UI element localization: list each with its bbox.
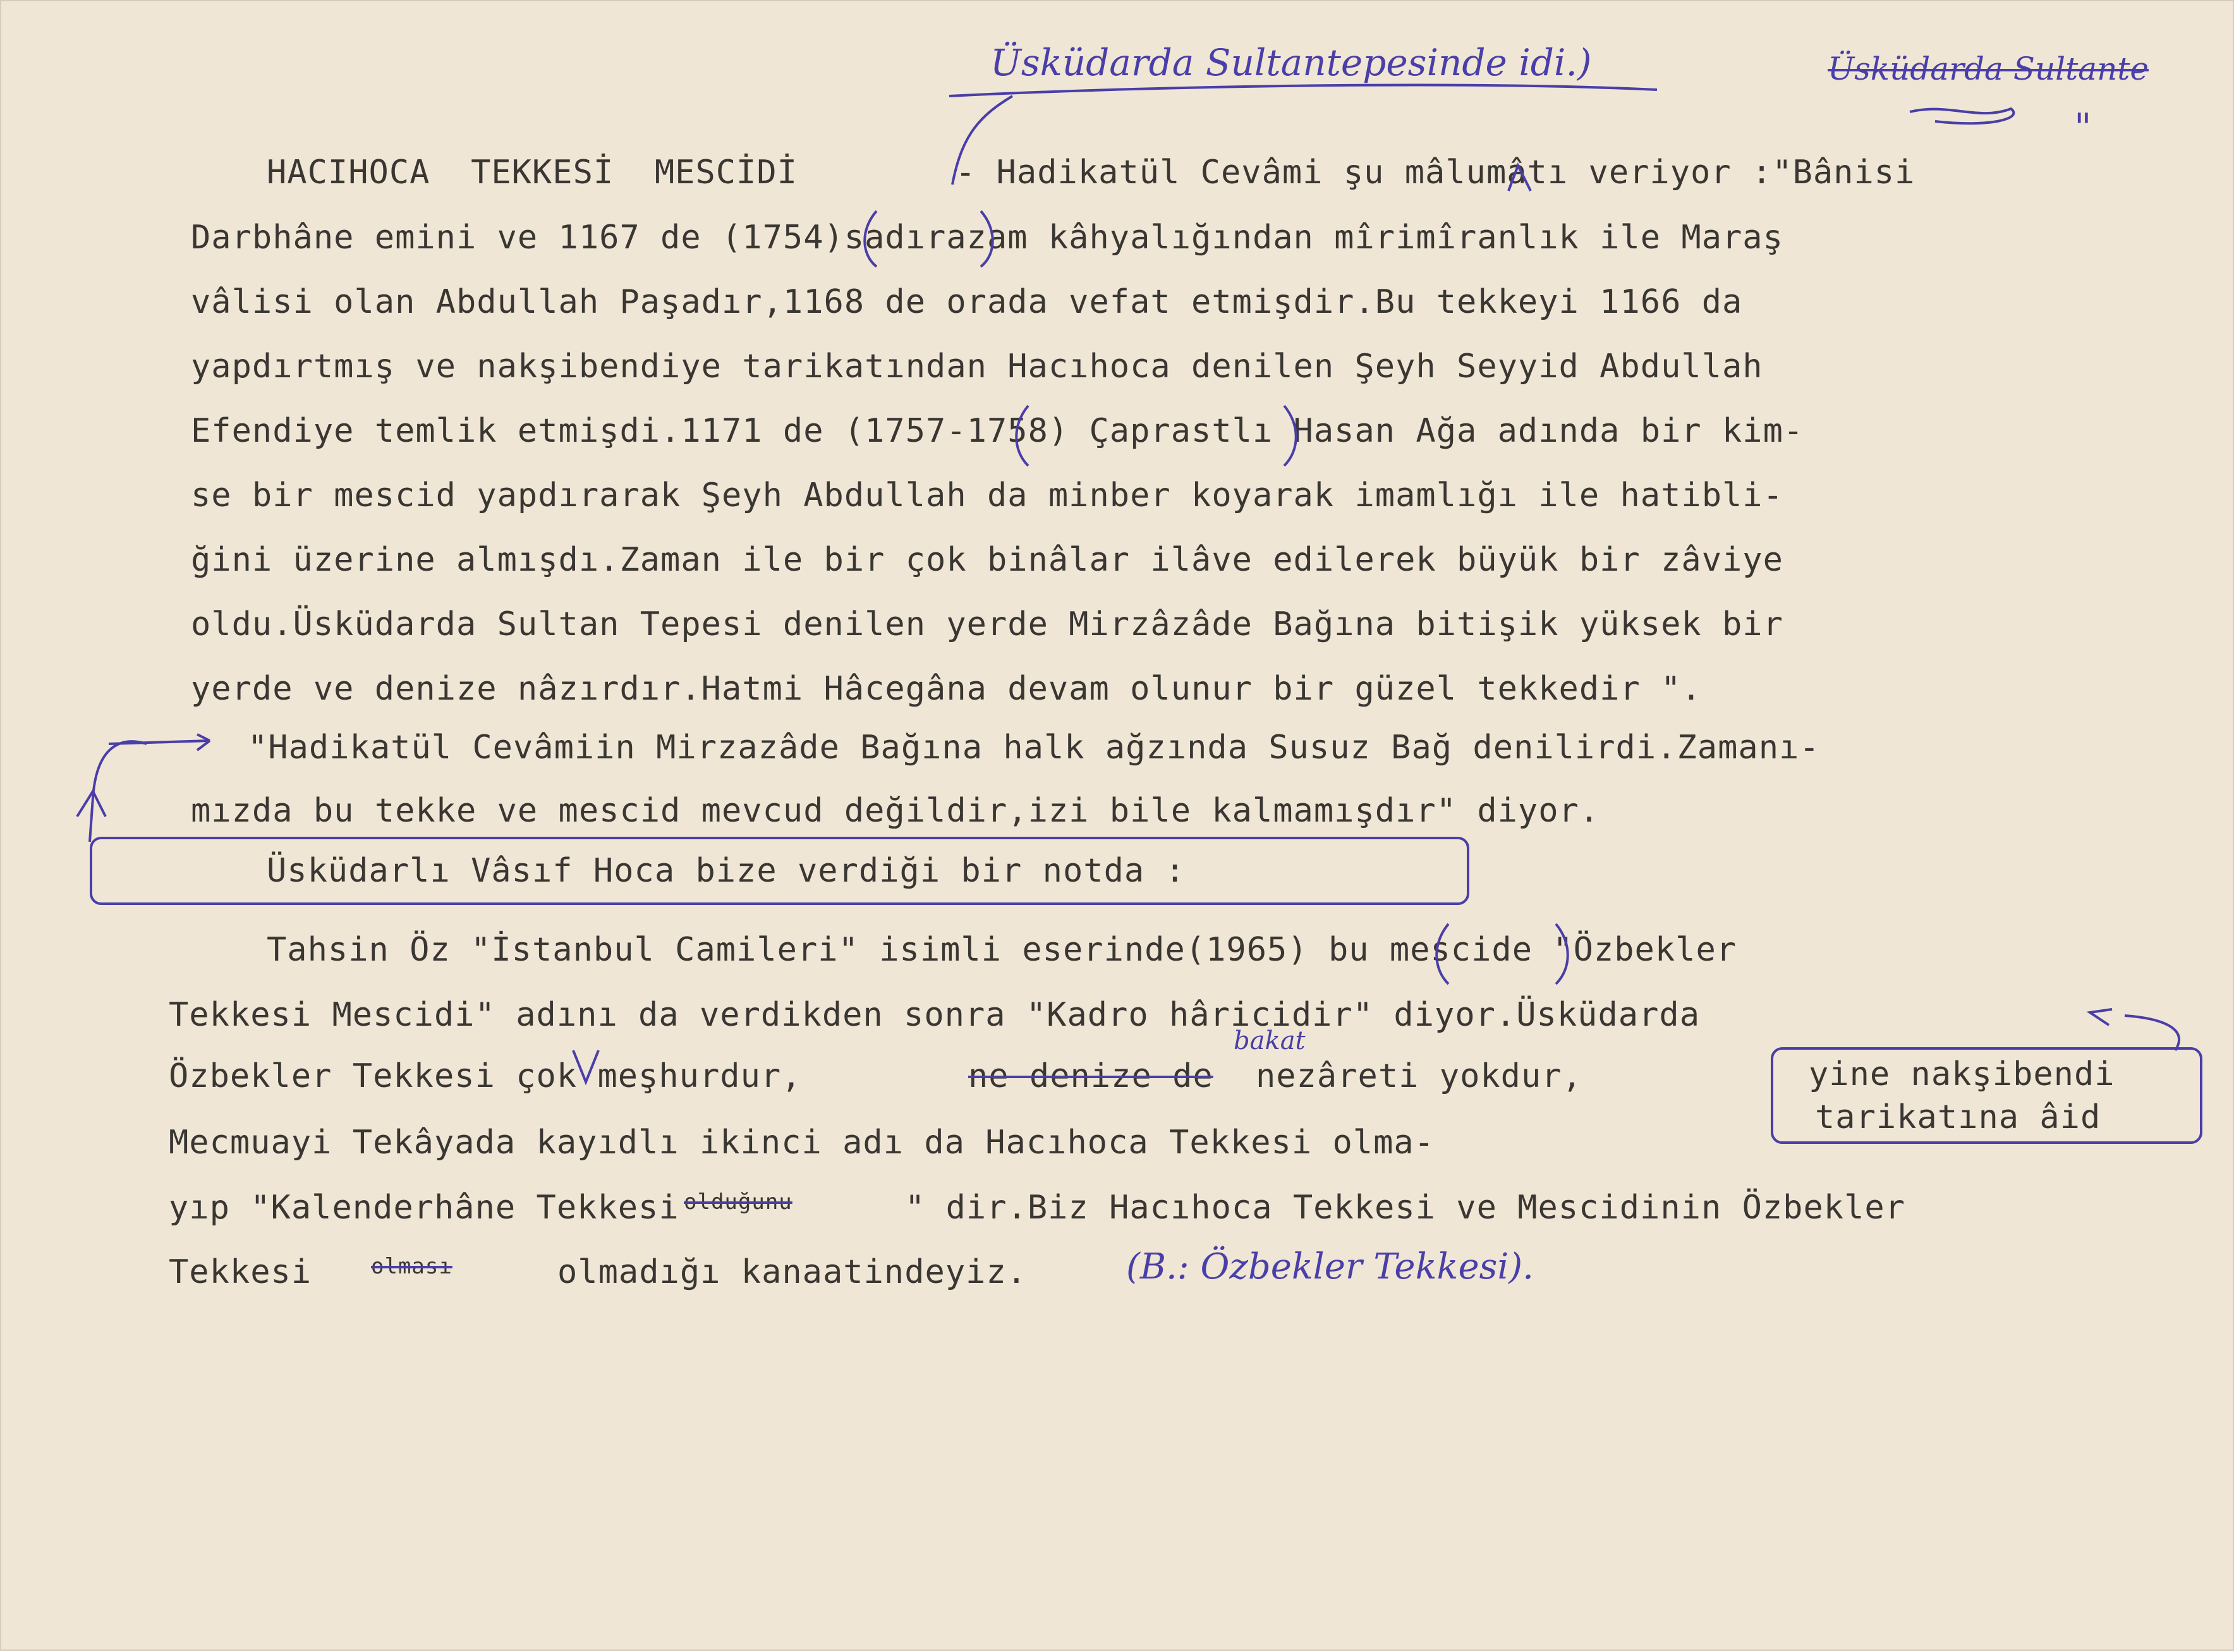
- body-line: " dir.Biz Hacıhoca Tekkesi ve Mescidinin Özbekler: [905, 1189, 1906, 1227]
- paren-left-1754: [865, 211, 877, 267]
- handwritten-note-top: Üsküdarda Sultantepesinde idi.): [990, 41, 1592, 84]
- paren-right-1754: [981, 211, 993, 267]
- body-line: yerde ve denize nâzırdır.Hatmi Hâcegâna devam olunur bir güzel tekkedir ".: [191, 670, 1702, 708]
- top-note-line-to-text: [952, 96, 1012, 185]
- insert-mark: [1509, 166, 1531, 191]
- handwritten-struck-note: Üsküdarda Sultante: [1828, 51, 2149, 87]
- boxed-typed-line: Üsküdarlı Vâsıf Hoca bize verdiği bir notda :: [267, 852, 1186, 890]
- body-line: se bir mescid yapdırarak Şeyh Abdullah da minber koyarak imamlığı ile hatibli-: [191, 477, 1783, 514]
- body-line: vâlisi olan Abdullah Paşadır,1168 de orada vefat etmişdir.Bu tekkeyi 1166 da: [191, 283, 1743, 321]
- title-line-rest: - Hadikatül Cevâmi şu mâlumâtı veriyor :"Bânisi: [956, 154, 1915, 191]
- struck-typed-text: olması: [371, 1254, 452, 1279]
- box-note-line2: tarikatına âid: [1815, 1098, 2101, 1136]
- insert-caret-ozbekler: [573, 1050, 598, 1082]
- body-line: Mecmuayi Tekâyada kayıdlı ikinci adı da Hacıhoca Tekkesi olma-: [169, 1124, 1435, 1162]
- body-line: olmadığı kanaatindeyiz.: [557, 1253, 1028, 1291]
- body-line: mızda bu tekke ve mescid mevcud değildir,izi bile kalmamışdır" diyor.: [191, 792, 1600, 830]
- body-line: Tekkesi Mescidi" adını da verdikden sonra "Kadro hâricidir" diyor.Üsküdarda: [169, 996, 1700, 1034]
- body-line: oldu.Üsküdarda Sultan Tepesi denilen yerde Mirzâzâde Bağına bitişik yüksek bir: [191, 605, 1783, 643]
- body-line: Efendiye temlik etmişdi.1171 de (1757-1758) Çaprastlı Hasan Ağa adında bir kim-: [191, 412, 1804, 450]
- body-line: Tekkesi: [169, 1253, 312, 1291]
- struck-typed-text: ne denize de: [968, 1057, 1213, 1095]
- body-line: "Hadikatül Cevâmiin Mirzazâde Bağına halk ağzında Susuz Bağ denilirdi.Zamanı-: [248, 729, 1820, 767]
- body-line: nezâreti yokdur,: [1256, 1057, 1582, 1095]
- body-line: yapdırtmış ve nakşibendiye tarikatından Hacıhoca denilen Şeyh Seyyid Abdullah: [191, 348, 1763, 386]
- body-line: yıp "Kalenderhâne Tekkesi: [169, 1189, 679, 1227]
- paren-left-1965: [1436, 924, 1448, 984]
- handwritten-reference: (B.: Özbekler Tekkesi).: [1126, 1246, 1534, 1287]
- body-line: Tahsin Öz "İstanbul Camileri" isimli eserinde(1965) bu mescide "Özbekler: [267, 931, 1737, 969]
- body-line: ğini üzerine almışdı.Zaman ile bir çok binâlar ilâve edilerek büyük bir zâviye: [191, 541, 1783, 579]
- box-note-line1: yine nakşibendi: [1809, 1055, 2115, 1093]
- struck-typed-text: olduğunu: [684, 1189, 792, 1215]
- ink-strokes: [1, 1, 2234, 1652]
- handwritten-mark: ": [2074, 106, 2092, 150]
- right-connector-arrow: [2090, 1009, 2112, 1025]
- left-margin-loop: [90, 741, 147, 842]
- document-title: HACIHOCA TEKKESİ MESCİDİ: [267, 154, 798, 191]
- right-connector: [2125, 1016, 2179, 1050]
- body-line: Özbekler Tekkesi çok meşhurdur,: [169, 1057, 802, 1095]
- handwritten-above-strike: bakat: [1234, 1026, 1306, 1055]
- top-right-scribble: [1910, 109, 2013, 123]
- paren-left-1757: [1016, 406, 1028, 466]
- top-note-underline: [949, 85, 1657, 96]
- paren-right-1757: [1284, 406, 1296, 466]
- body-line: Darbhâne emini ve 1167 de (1754)sadırazam kâhyalığından mîrimîranlık ile Maraş: [191, 219, 1783, 257]
- paren-right-1965: [1556, 924, 1568, 984]
